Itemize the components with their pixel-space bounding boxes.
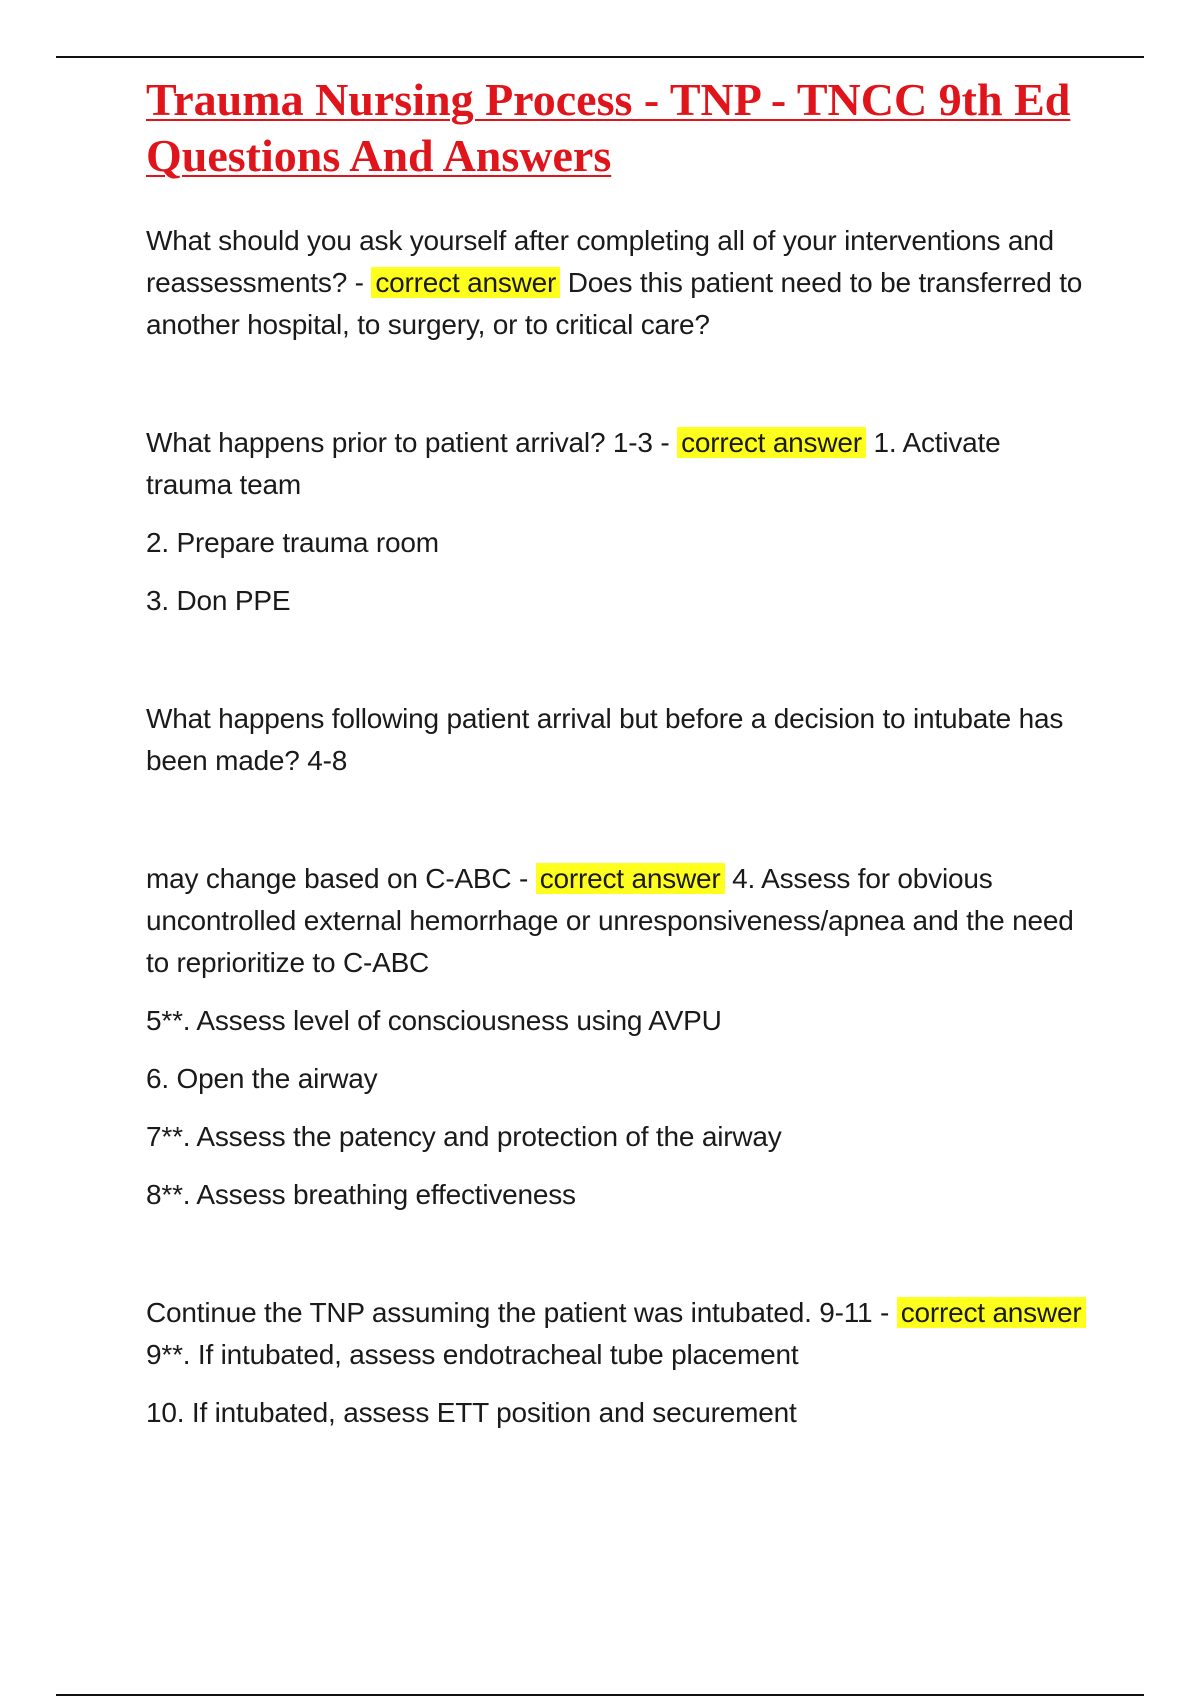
bottom-rule [56, 1694, 1144, 1696]
qa-entry-1 [146, 220, 1086, 346]
correct-answer-highlight: correct answer [371, 267, 560, 298]
answer-text: 4. Assess for obvious uncontrolled external hemorrhage or unresponsiveness/apnea and the need to reprioritize to C-ABC [146, 863, 1074, 978]
spacer [146, 638, 1086, 698]
answer-line: 6. Open the airway [146, 1063, 378, 1094]
correct-answer-highlight: correct answer [897, 1297, 1086, 1328]
answer-line: 10. If intubated, assess ETT position and securement [146, 1397, 797, 1428]
answer-line: 5**. Assess level of consciousness using AVPU [146, 1005, 722, 1036]
correct-answer-highlight: correct answer [536, 863, 725, 894]
question-text: What should you ask yourself after completing all of your interventions and reassessments? - correct answer Does this patient need to be transferred to another hospital, to surgery, or to critical care? [146, 225, 1083, 340]
answer-text: Does this patient need to be transferred to another hospital, to surgery, or to critical care? [146, 267, 1083, 340]
question-text: What happens following patient arrival but before a decision to intubate has been made? 4-8 [146, 703, 1064, 776]
top-rule [56, 56, 1144, 58]
document-body [146, 72, 1086, 1450]
answer-line: 8**. Assess breathing effectiveness [146, 1179, 576, 1210]
answer-line: 7**. Assess the patency and protection of the airway [146, 1121, 782, 1152]
qa-entry-4 [146, 858, 1086, 1216]
spacer [146, 362, 1086, 422]
qa-entry-3 [146, 698, 1086, 782]
answer-text: 9**. If intubated, assess endotracheal tube placement [146, 1339, 799, 1370]
spacer [146, 1232, 1086, 1292]
answer-line: 3. Don PPE [146, 585, 291, 616]
spacer [146, 798, 1086, 858]
document-title: Trauma Nursing Process - TNP - TNCC 9th Ed Questions And Answers [146, 74, 1071, 181]
correct-answer-highlight: correct answer [677, 427, 866, 458]
qa-entry-2 [146, 422, 1086, 622]
qa-entry-5 [146, 1292, 1086, 1434]
question-text: Continue the TNP assuming the patient was intubated. 9-11 - correct answer 9**. If intubated, assess endotracheal tube placement [146, 1292, 1086, 1376]
question-text: What happens prior to patient arrival? 1-3 - correct answer 1. Activate trauma team [146, 427, 1001, 500]
answer-text: 1. Activate trauma team [146, 427, 1001, 500]
question-text: may change based on C-ABC - correct answer 4. Assess for obvious uncontrolled external hemorrhage or unresponsiveness/apnea and the need to reprioritize to C-ABC [146, 863, 1074, 978]
answer-line: 2. Prepare trauma room [146, 527, 439, 558]
